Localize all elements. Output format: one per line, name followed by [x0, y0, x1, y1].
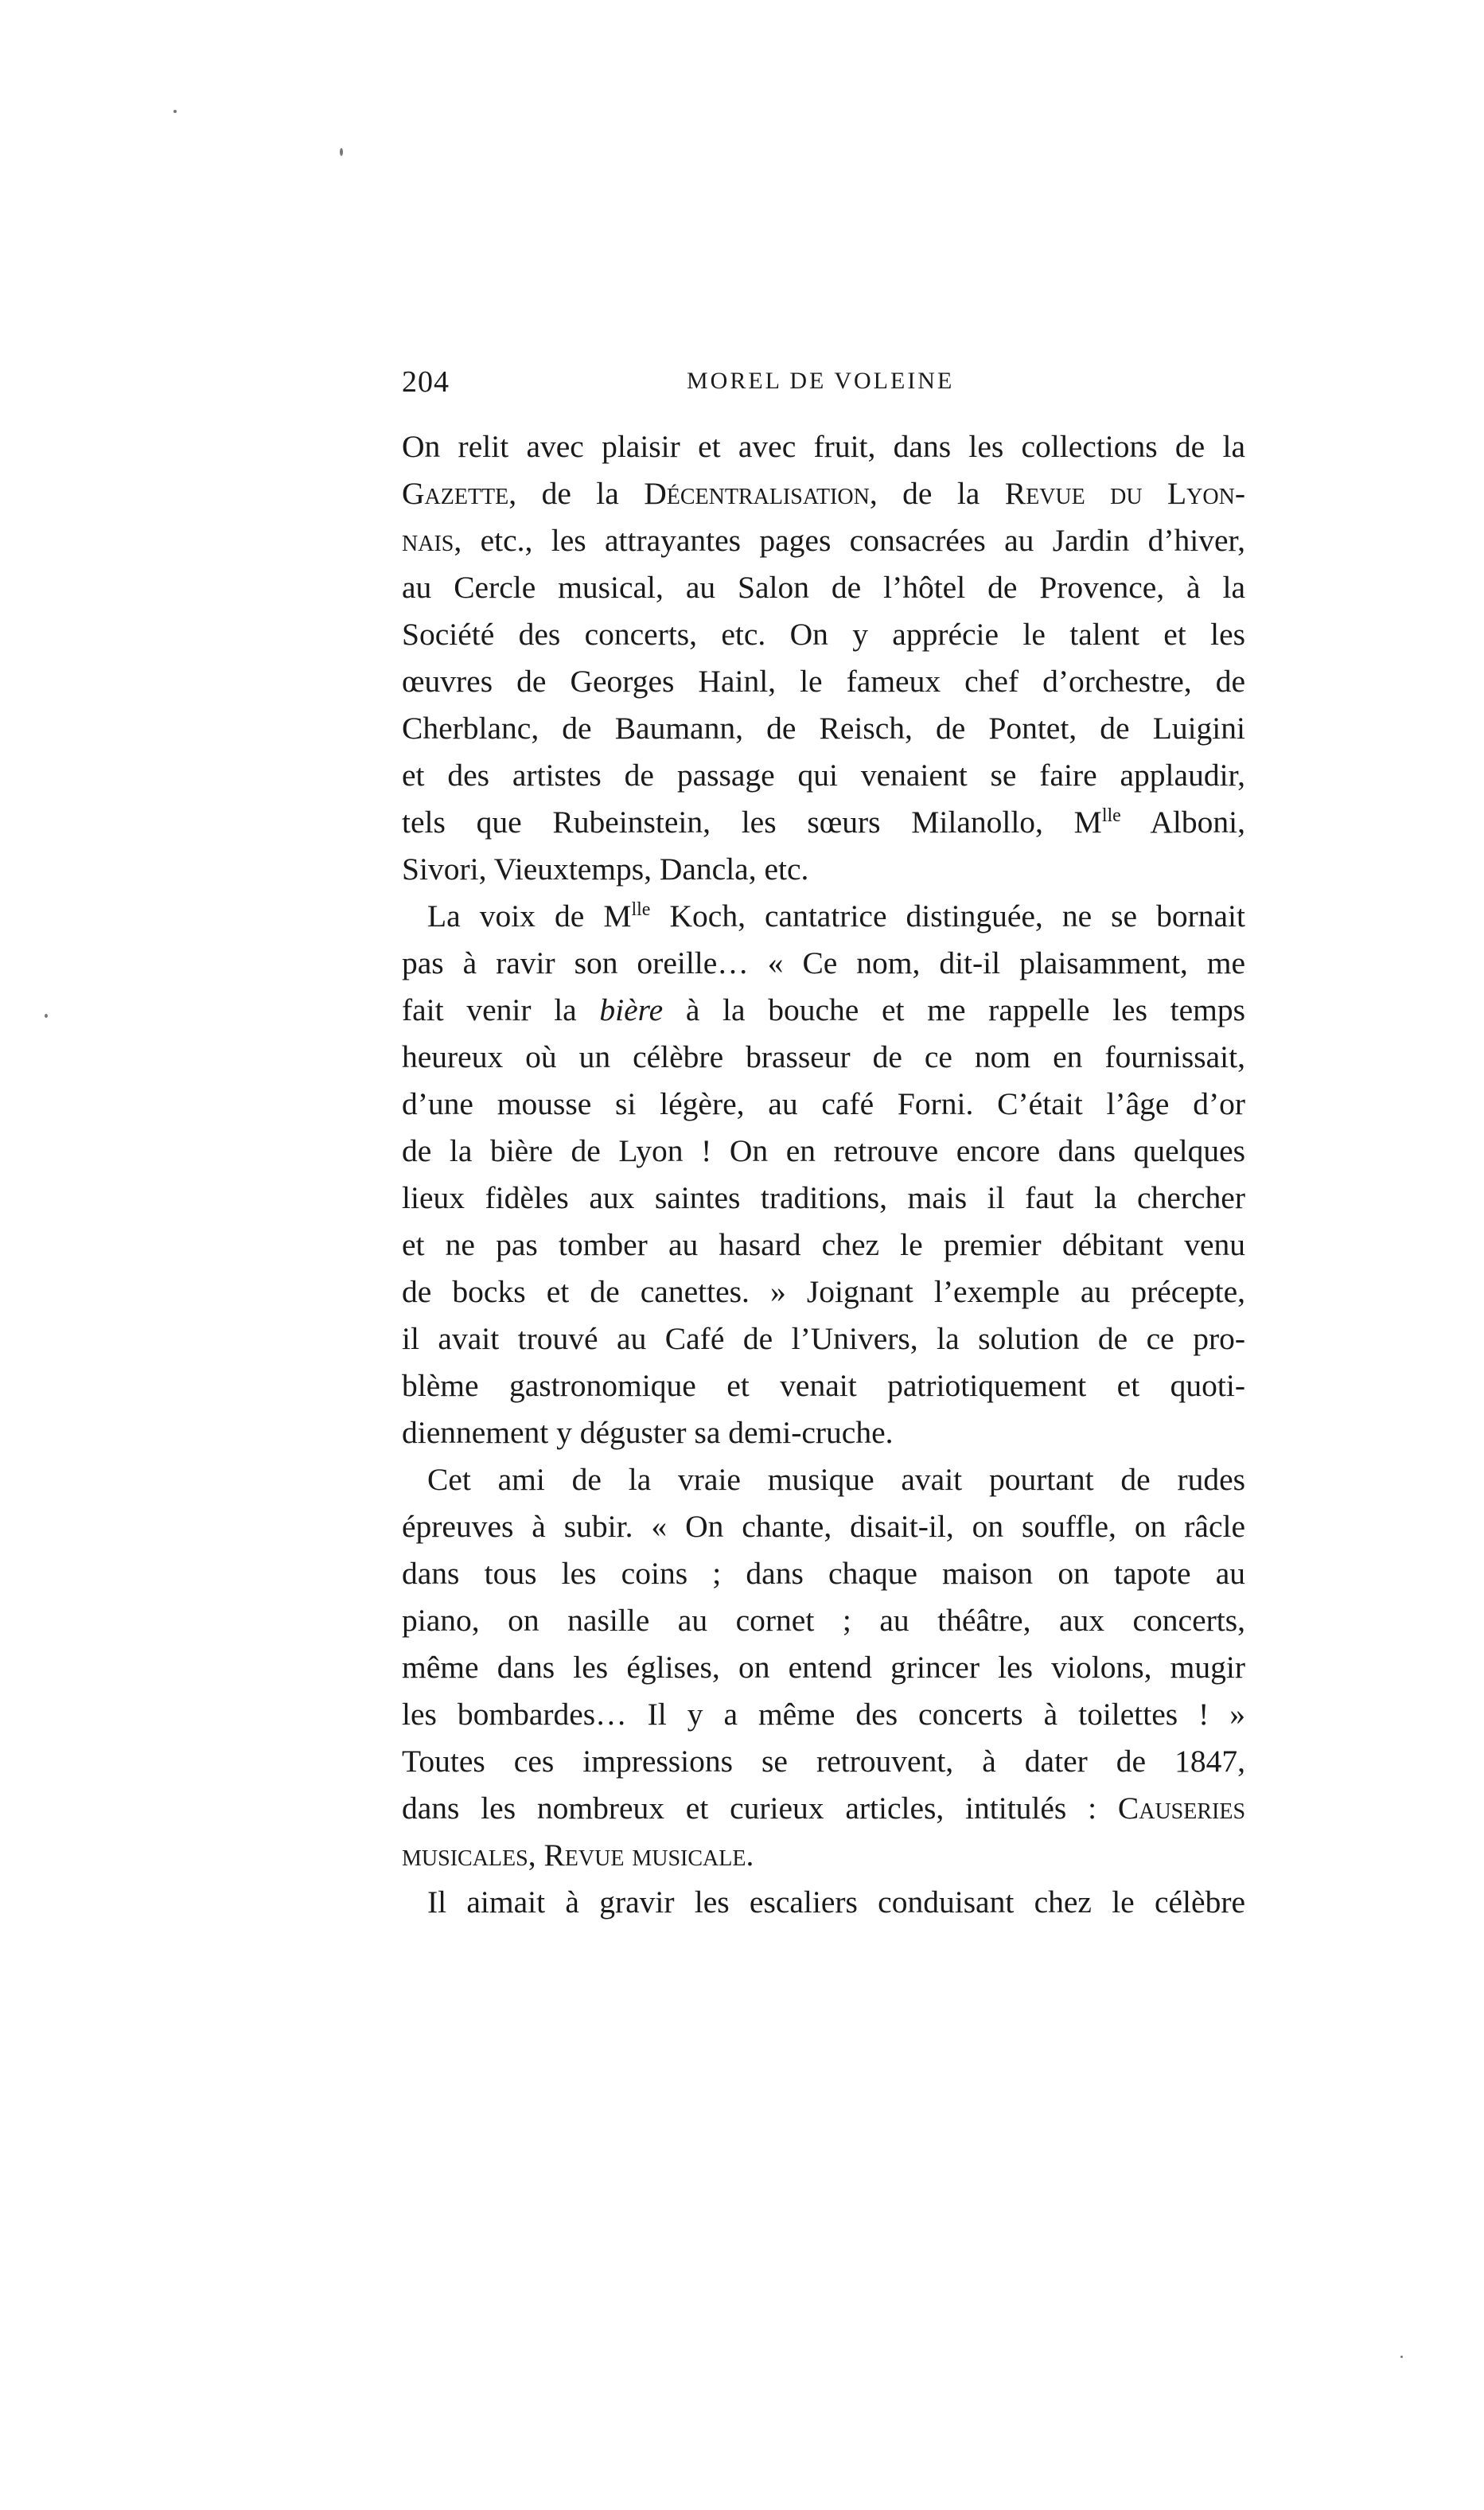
text-line: au Cercle musical, au Salon de l’hôtel de Provence, à la	[402, 570, 1245, 605]
paragraph-3	[402, 1456, 1245, 1879]
text-line: et ne pas tomber au hasard chez le premier débitant venu	[402, 1227, 1245, 1262]
text-line: Société des concerts, etc. On y apprécie le talent et les	[402, 617, 1245, 652]
text-line: heureux où un célèbre brasseur de ce nom en fournissait,	[402, 1039, 1245, 1074]
text-line: dans les nombreux et curieux articles, intitulés : Causeries	[402, 1791, 1246, 1826]
scan-speck	[340, 148, 343, 156]
text-line: fait venir la bière à la bouche et me rappelle les temps	[402, 992, 1245, 1027]
text-line: Toutes ces impressions se retrouvent, à dater de 1847,	[402, 1744, 1245, 1779]
text-line: nais, etc., les attrayantes pages consacrées au Jardin d’hiver,	[402, 523, 1245, 558]
superscript: lle	[631, 899, 651, 920]
text-line: tels que Rubeinstein, les sœurs Milanollo, $M^{lle}$ Alboni,	[402, 805, 1245, 840]
paragraph-2	[402, 893, 1245, 1456]
text-line: de la bière de Lyon ! On en retrouve encore dans quelques	[402, 1133, 1245, 1168]
publication-title: Gazette,	[402, 476, 517, 511]
text-line: il avait trouvé au Café de l’Univers, la solution de ce pro-	[402, 1321, 1245, 1356]
italic-word: bière	[599, 992, 664, 1027]
text-line: blème gastronomique et venait patriotiquement et quoti-	[402, 1368, 1245, 1403]
text-line: dans tous les coins ; dans chaque maison on tapote au	[402, 1556, 1245, 1591]
paragraph-4	[402, 1879, 1245, 1926]
superscript: lle	[1101, 805, 1121, 826]
text-line: Il aimait à gravir les escaliers conduisant chez le célèbre	[427, 1884, 1245, 1920]
scan-speck	[45, 1014, 48, 1018]
text-line: d’une mousse si légère, au café Forni. C’était l’âge d’or	[402, 1086, 1245, 1121]
body-text	[402, 423, 1245, 1926]
running-title: MOREL DE VOLEINE	[687, 368, 955, 394]
text-line: Gazette, de la Décentralisation, de la Revue du Lyon-	[402, 476, 1245, 511]
text-line: et des artistes de passage qui venaient se faire applaudir,	[402, 758, 1245, 793]
page-number: 204	[402, 365, 450, 399]
publication-title: nais,	[402, 523, 462, 558]
text-line: diennement y déguster sa demi-cruche.	[402, 1415, 894, 1450]
scan-speck	[173, 110, 177, 113]
text-line: les bombardes… Il y a même des concerts à toilettes ! »	[402, 1697, 1245, 1732]
text-line: œuvres de Georges Hainl, le fameux chef d’orchestre, de	[402, 664, 1245, 699]
text-line: On relit avec plaisir et avec fruit, dans les collections de la	[402, 429, 1245, 464]
text-line: même dans les églises, on entend grincer les violons, mugir	[402, 1650, 1245, 1685]
paragraph-1	[402, 423, 1245, 893]
text-line: La voix de $M^{lle}$ Koch, cantatrice distinguée, ne se bornait	[427, 898, 1245, 933]
publication-title: Revue musicale.	[543, 1838, 754, 1873]
text-line	[402, 1832, 1245, 1879]
publication-title: Causeries	[1117, 1791, 1246, 1826]
publication-title: musicales,	[402, 1838, 536, 1873]
publication-title: Revue du Lyon-	[1004, 476, 1245, 511]
publication-title: Décentralisation,	[644, 476, 878, 511]
text-line: Sivori, Vieuxtemps, Dancla, etc.	[402, 852, 809, 887]
text-line: Cet ami de la vraie musique avait pourtant de rudes	[427, 1462, 1245, 1497]
scan-speck	[1400, 2356, 1403, 2358]
text-line: pas à ravir son oreille… « Ce nom, dit-il plaisamment, me	[402, 945, 1245, 980]
running-head	[402, 364, 1245, 412]
text-line: piano, on nasille au cornet ; au théâtre, aux concerts,	[402, 1603, 1245, 1638]
text-line: de bocks et de canettes. » Joignant l’exemple au précepte,	[402, 1274, 1245, 1309]
text-line: épreuves à subir. « On chante, disait-il, on souffle, on râcle	[402, 1509, 1245, 1544]
text-line: lieux fidèles aux saintes traditions, mais il faut la chercher	[402, 1180, 1245, 1215]
text-line: Cherblanc, de Baumann, de Reisch, de Pontet, de Luigini	[402, 711, 1245, 746]
